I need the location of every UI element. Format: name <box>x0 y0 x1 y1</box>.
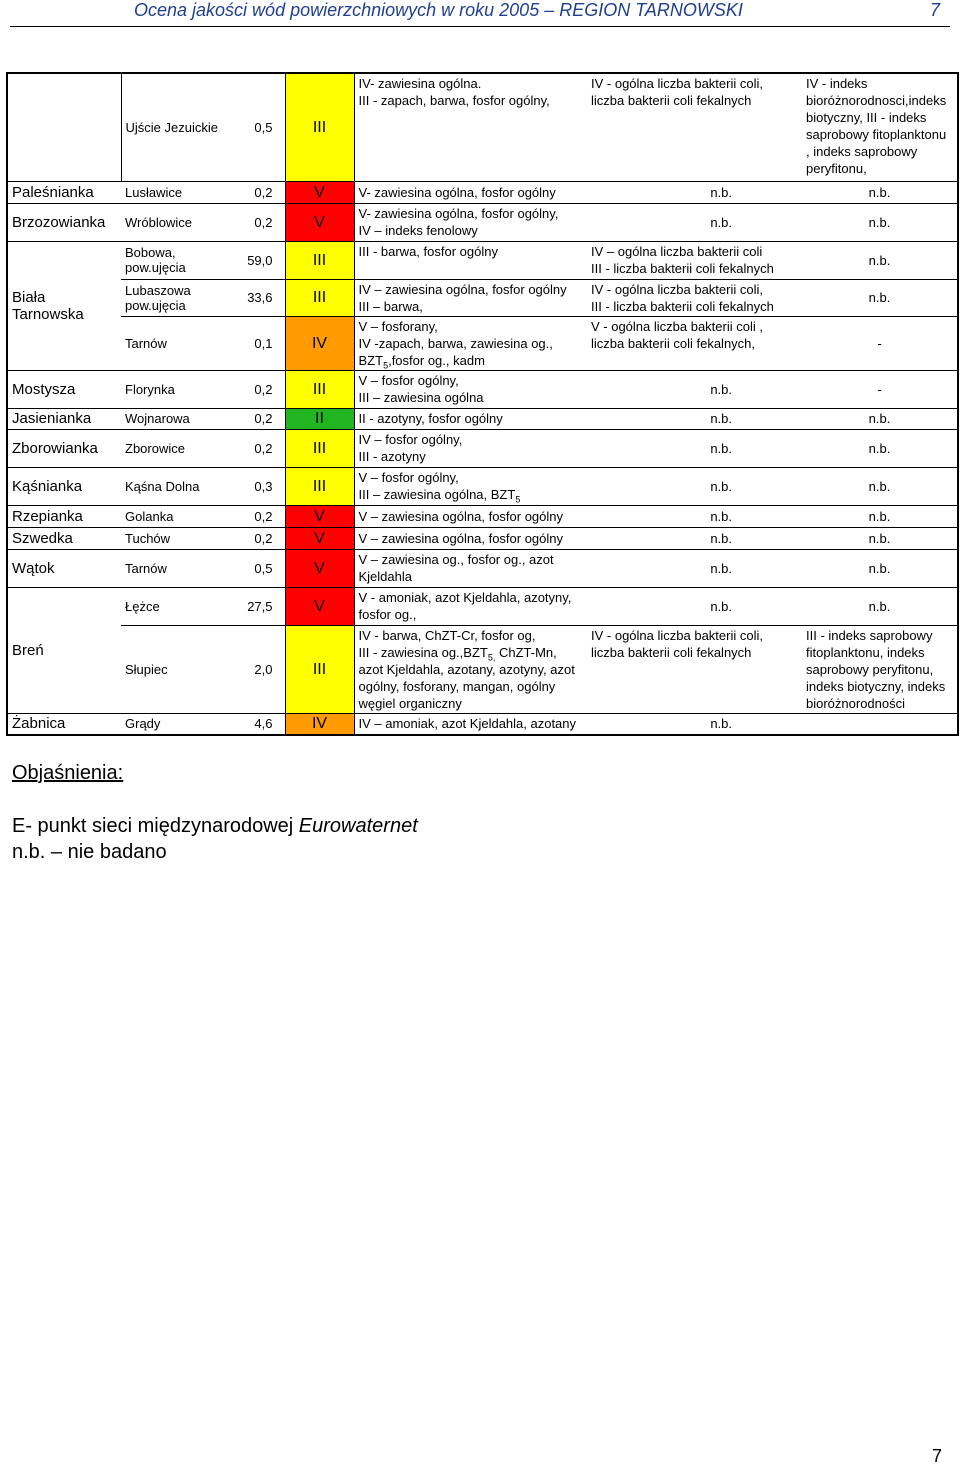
km-cell: 0,2 <box>254 530 273 546</box>
km-cell: 0,2 <box>254 381 273 397</box>
class-cell: III <box>285 467 354 505</box>
phys-cell: II - azotyny, fosfor ogólny <box>358 411 503 426</box>
km-cell: 4,6 <box>254 716 273 732</box>
phys-cell: IV – zawiesina ogólna, fosfor ogólny III – barwa, <box>358 281 567 314</box>
class-cell: III <box>285 241 354 279</box>
river-cell: Brzozowianka <box>12 213 106 231</box>
class-cell: III <box>285 370 354 408</box>
bio-cell: n.b. <box>868 440 891 456</box>
table-row <box>7 370 958 408</box>
phys-cell: V – zawiesina ogólna, fosfor ogólny <box>358 530 564 546</box>
page-header <box>10 0 950 27</box>
km-cell: 0,2 <box>254 440 273 456</box>
bact-cell: n.b. <box>710 214 732 230</box>
bio-cell: n.b. <box>868 411 891 426</box>
class-cell: V <box>285 587 354 625</box>
water-quality-table <box>6 72 959 736</box>
bio-cell: n.b. <box>868 598 891 614</box>
class-cell: III <box>285 429 354 467</box>
class-cell: III <box>285 279 354 316</box>
river-cell: Żabnica <box>12 715 66 733</box>
point-cell: Kąśna Dolna <box>125 478 200 494</box>
class-cell: V <box>285 203 354 241</box>
river-cell: Rzepianka <box>12 507 83 525</box>
phys-cell: V - amoniak, azot Kjeldahla, azotyny, fosfor og., <box>358 590 572 622</box>
bact-cell: n.b. <box>710 530 732 546</box>
table-row <box>7 316 958 370</box>
river-cell: Breń <box>12 641 44 659</box>
point-cell: Bobowa, pow.ujęcia <box>125 245 186 275</box>
point-cell: Zborowice <box>125 440 185 456</box>
table-row <box>7 203 958 241</box>
phys-cell: IV – amoniak, azot Kjeldahla, azotany <box>358 716 577 732</box>
km-cell: 27,5 <box>247 598 273 614</box>
bio-cell: n.b. <box>868 184 891 200</box>
point-cell: Lubaszowa pow.ujęcia <box>125 282 191 313</box>
point-cell: Ujście Jezuickie <box>125 119 218 135</box>
table-row <box>7 279 958 316</box>
legend-nb: n.b. – nie badano <box>12 841 167 863</box>
bact-cell: IV – ogólna liczba bakterii coli III - liczba bakterii coli fekalnych <box>591 244 774 276</box>
phys-cell: V – fosfor ogólny, III – zawiesina ogólna <box>358 373 484 405</box>
class-cell: V <box>285 505 354 527</box>
bact-cell: IV - ogólna liczba bakterii coli, liczba bakterii coli fekalnych <box>591 76 763 108</box>
river-cell <box>7 73 121 181</box>
class-cell: IV <box>285 316 354 370</box>
header-page-number: 7 <box>929 0 940 20</box>
bio-cell: - <box>877 335 882 351</box>
class-cell: II <box>285 408 354 429</box>
table-row <box>7 713 958 735</box>
class-cell: V <box>285 527 354 549</box>
phys-cell: V – zawiesina ogólna, fosfor ogólny <box>358 508 564 524</box>
bio-cell: n.b. <box>868 214 891 230</box>
km-cell: 0,2 <box>254 214 273 230</box>
phys-cell: V – fosforany, IV -zapach, barwa, zawiesina og., $BZT_5,fosfor$ og., kadm <box>358 318 553 371</box>
bio-cell: III - indeks saprobowy fitoplanktonu, indeks saprobowy peryfitonu, indeks biotyczny, indeks bioróżnorodności <box>806 627 946 711</box>
km-cell: 0,1 <box>254 335 273 351</box>
table-row <box>7 467 958 505</box>
point-cell: Florynka <box>125 381 175 397</box>
river-cell: Zborowianka <box>12 439 98 457</box>
river-cell: Szwedka <box>12 529 73 547</box>
km-cell: 0,3 <box>254 478 273 494</box>
bio-cell: n.b. <box>868 478 891 494</box>
km-cell: 0,2 <box>254 184 273 200</box>
bio-cell: n.b. <box>868 508 891 524</box>
point-cell: Słupiec <box>125 661 168 677</box>
point-cell: Wróblowice <box>125 214 192 230</box>
river-cell: Kąśnianka <box>12 477 83 495</box>
river-cell: Paleśnianka <box>12 183 94 201</box>
table-row <box>7 505 958 527</box>
bact-cell: n.b. <box>710 411 732 426</box>
phys-cell: III - barwa, fosfor ogólny <box>358 243 498 259</box>
bact-cell: n.b. <box>710 478 732 494</box>
table-row <box>7 181 958 203</box>
point-cell: Grądy <box>125 716 161 732</box>
class-cell: V <box>285 549 354 587</box>
table-row <box>7 549 958 587</box>
table-row <box>7 241 958 279</box>
bact-cell: n.b. <box>710 598 732 614</box>
point-cell: Tuchów <box>125 530 171 546</box>
class-cell: IV <box>285 713 354 735</box>
bact-cell: V - ogólna liczba bakterii coli , liczba bakterii coli fekalnych, <box>591 318 763 351</box>
phys-cell: IV – fosfor ogólny, III - azotyny <box>358 432 463 464</box>
km-cell: 59,0 <box>247 252 273 268</box>
table-row <box>7 625 958 713</box>
bact-cell: n.b. <box>710 381 732 397</box>
footer-page-number: 7 <box>931 1446 942 1466</box>
legend-title: Objaśnienia: <box>12 762 124 784</box>
legend-eurowaternet: E- punkt sieci międzynarodowej Eurowaternet <box>12 815 418 837</box>
phys-cell: IV- zawiesina ogólna. III - zapach, barwa, fosfor ogólny, <box>358 76 550 108</box>
table-row <box>7 527 958 549</box>
bact-cell: n.b. <box>710 560 732 576</box>
bio-cell: n.b. <box>868 290 891 305</box>
bio-cell: n.b. <box>868 252 891 268</box>
km-cell: 0,2 <box>254 411 273 426</box>
point-cell: Lusławice <box>125 184 183 200</box>
bio-cell: n.b. <box>868 530 891 546</box>
km-cell: 2,0 <box>254 661 273 677</box>
km-cell: 0,2 <box>254 508 273 524</box>
point-cell: Golanka <box>125 508 174 524</box>
bact-cell: n.b. <box>710 508 732 524</box>
table-row <box>7 408 958 429</box>
bact-cell: n.b. <box>710 440 732 456</box>
bact-cell: IV - ogólna liczba bakterii coli, III - liczba bakterii coli fekalnych <box>591 281 774 314</box>
bact-cell: n.b. <box>710 184 732 200</box>
river-cell: Wątok <box>12 559 55 577</box>
river-cell: Biała Tarnowska <box>12 288 84 323</box>
table-row <box>7 429 958 467</box>
class-cell: III <box>285 625 354 713</box>
bio-cell: - <box>877 381 882 397</box>
point-cell: Tarnów <box>125 560 167 576</box>
km-cell: 0,5 <box>254 119 273 135</box>
point-cell: Wojnarowa <box>125 411 190 426</box>
class-cell: V <box>285 181 354 203</box>
phys-cell: IV - barwa, ChZT-Cr, fosfor og, III - zawiesina $og.,BZT_{5,}$ ChZT-Mn, azot Kjeldahla, azotany, azotyny, azot ogólny, fosforany, mangan, ogólny węgiel organiczny <box>358 627 575 711</box>
km-cell: 33,6 <box>247 290 273 305</box>
point-cell: Łężce <box>125 598 160 614</box>
bact-cell: n.b. <box>710 716 732 732</box>
table-row <box>7 73 958 181</box>
point-cell: Tarnów <box>125 335 167 351</box>
table-row <box>7 587 958 625</box>
phys-cell: V- zawiesina ogólna, fosfor ogólny <box>358 184 556 200</box>
bio-cell: n.b. <box>868 560 891 576</box>
phys-cell: V- zawiesina ogólna, fosfor ogólny, IV – indeks fenolowy <box>358 206 559 238</box>
river-cell: Jasienianka <box>12 410 92 427</box>
header-title: Ocena jakości wód powierzchniowych w roku 2005 – REGION TARNOWSKI <box>134 0 743 20</box>
bio-cell <box>802 713 958 735</box>
bio-cell: IV - indeks bioróżnorodnosci,indeks biotyczny, III - indeks saprobowy fitoplanktonu , indeks saprobowy peryfitonu, <box>806 76 947 176</box>
class-cell: III <box>285 73 354 181</box>
bact-cell: IV - ogólna liczba bakterii coli, liczba bakterii coli fekalnych <box>591 627 763 660</box>
km-cell: 0,5 <box>254 560 273 576</box>
river-cell: Mostysza <box>12 380 76 398</box>
phys-cell: V – fosfor ogólny, III – zawiesina ogólna, $BZT_5$ <box>358 470 521 505</box>
phys-cell: V – zawiesina og., fosfor og., azot Kjeldahla <box>358 552 554 584</box>
